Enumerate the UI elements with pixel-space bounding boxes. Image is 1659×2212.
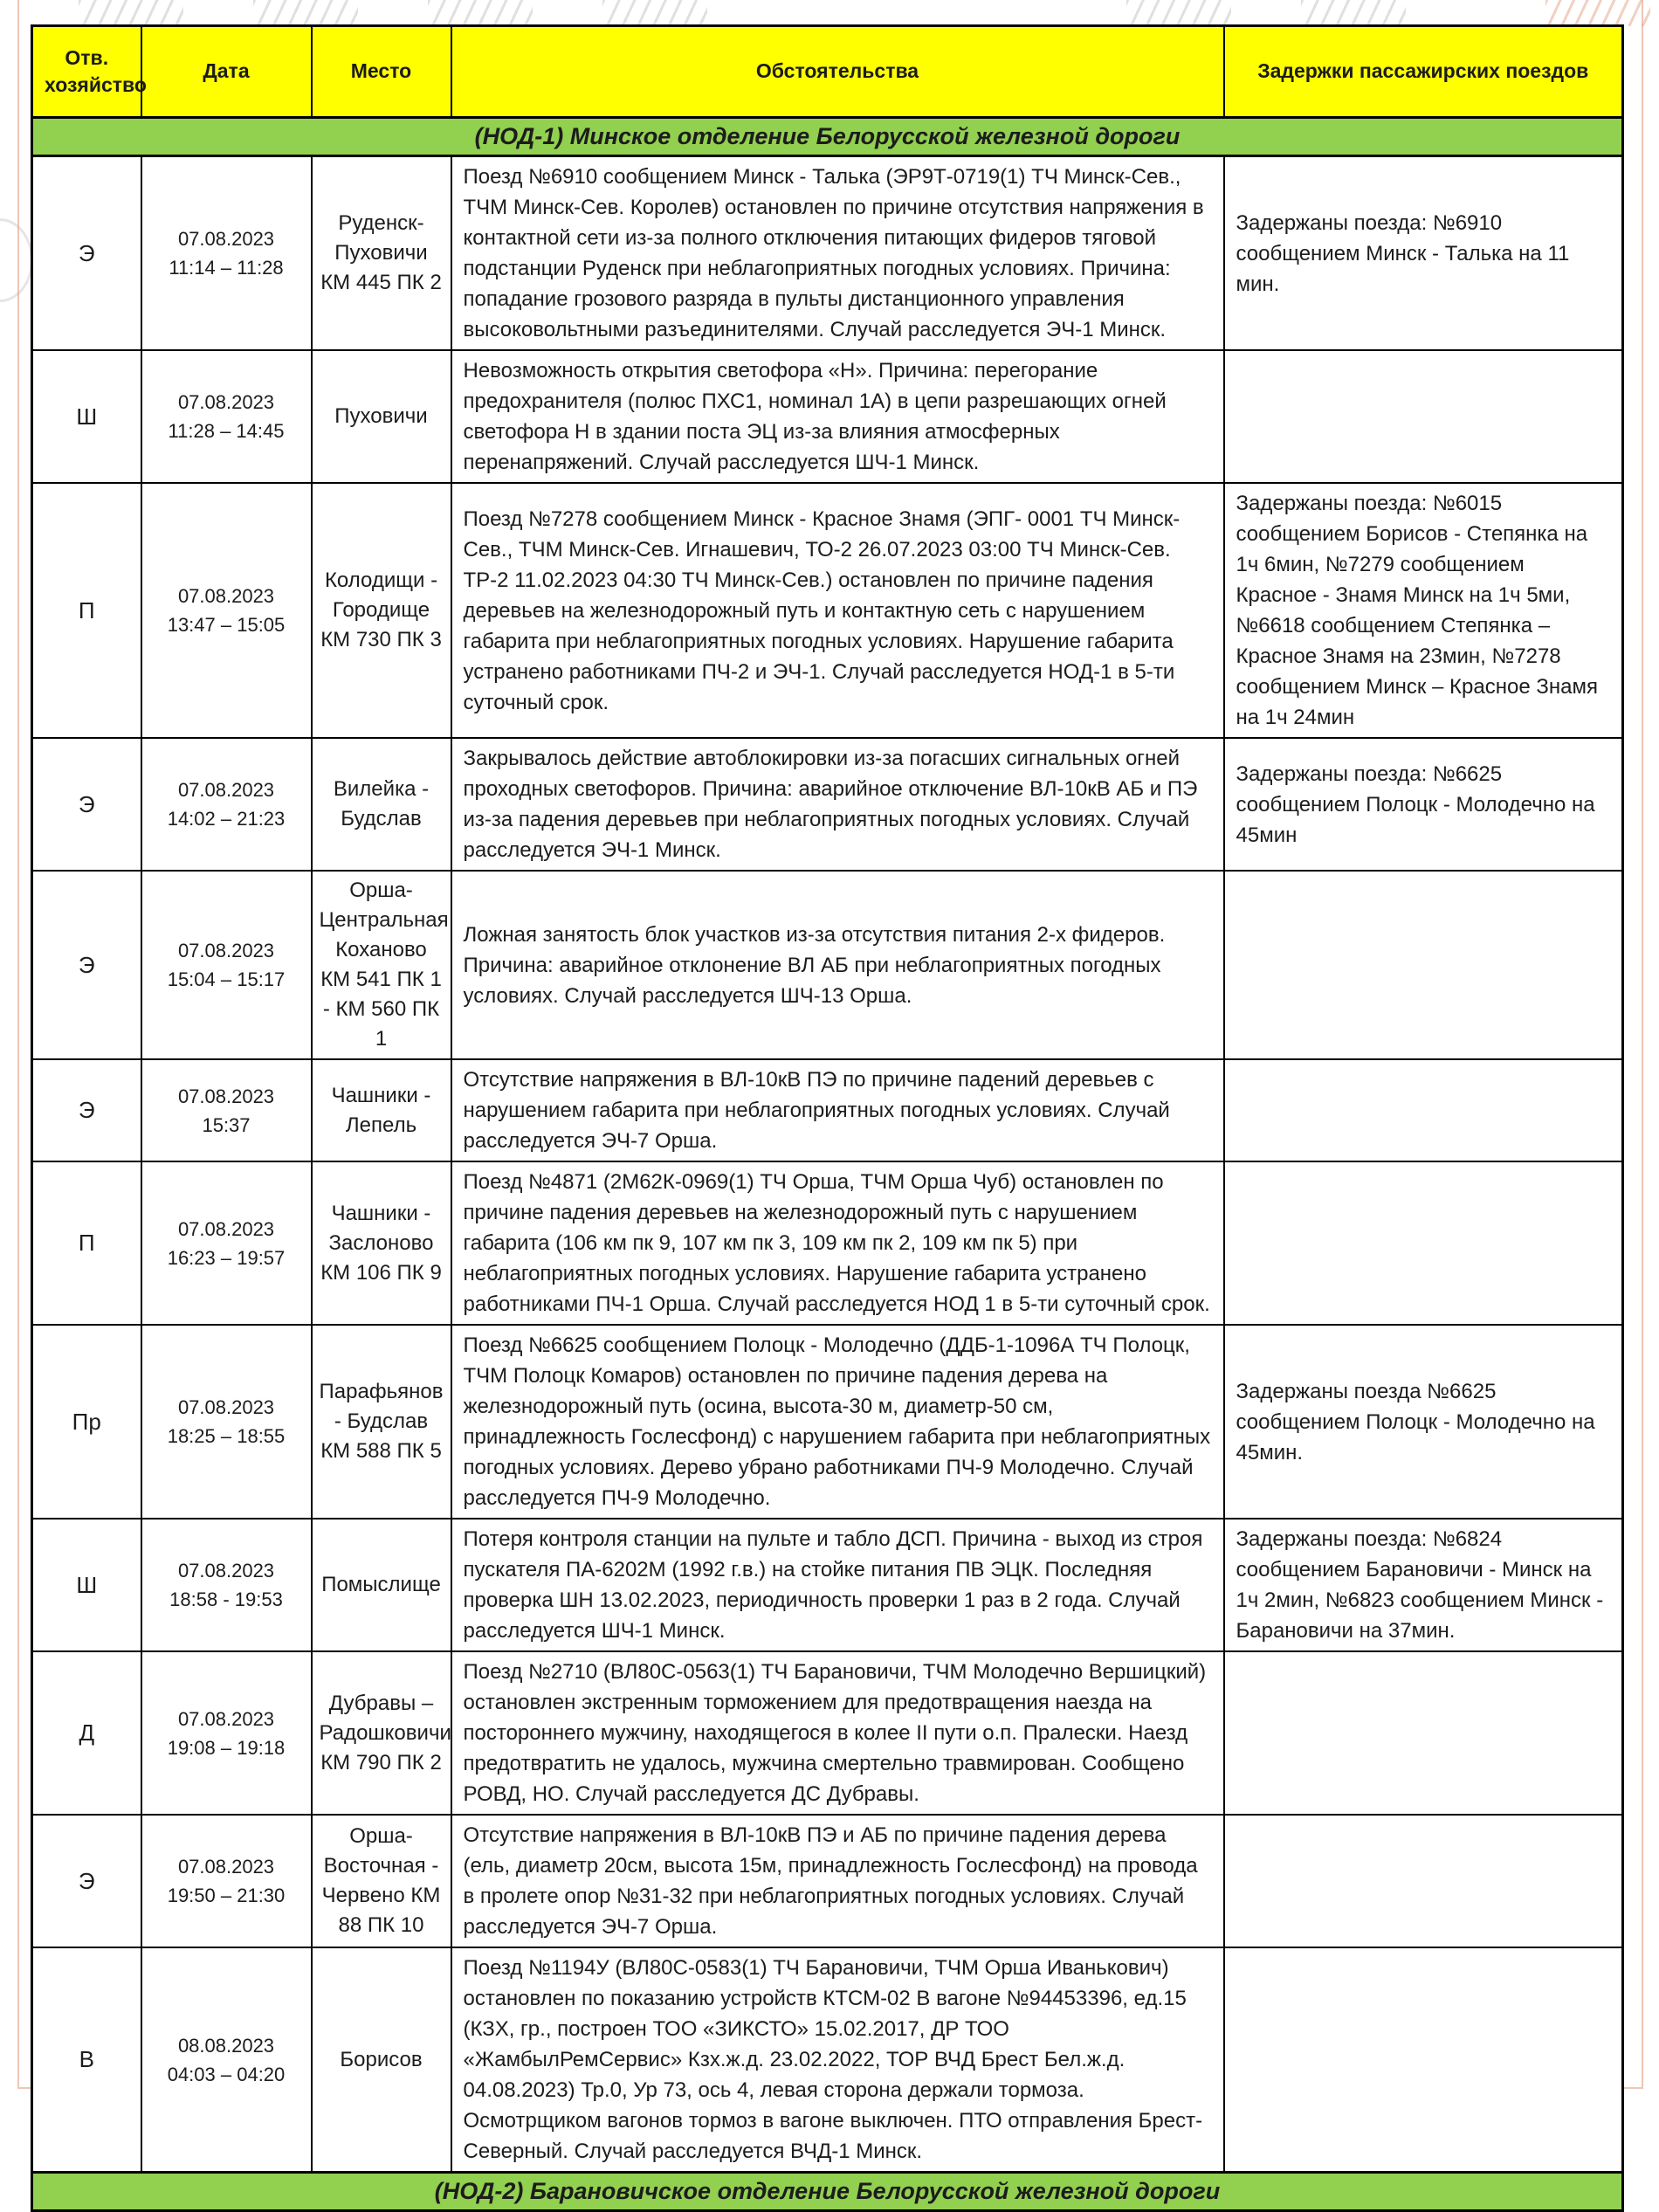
hatch-decoration xyxy=(428,0,533,26)
date-cell: 07.08.2023 18:58 - 19:53 xyxy=(141,1519,312,1651)
section-row xyxy=(32,118,1623,156)
dept-cell: Пр xyxy=(32,1325,141,1519)
delays-cell xyxy=(1224,1161,1623,1325)
dept-cell: Ш xyxy=(32,350,141,483)
table-row xyxy=(32,156,1623,351)
header-cell-delays: Задержки пассажирских поездов xyxy=(1224,26,1623,118)
dept-cell: Э xyxy=(32,738,141,871)
header-cell-circumstances: Обстоятельства xyxy=(451,26,1224,118)
circumstances-cell: Поезд №4871 (2М62К-0969(1) ТЧ Орша, ТЧМ Орша Чуб) остановлен по причине падения деревьев на железнодорожный путь с нарушением габарита (106 км пк 9, 107 км пк 3, 109 км пк 2, 109 км пк 5) при неблагоприятных погодных условиях. Нарушение габарита устранено работниками ПЧ-1 Орша. Случай расследуется НОД 1 в 5-ти суточный срок. xyxy=(451,1161,1224,1325)
date-cell: 07.08.2023 19:50 – 21:30 xyxy=(141,1815,312,1947)
section-title: (НОД-1) Минское отделение Белорусской железной дороги xyxy=(32,118,1623,156)
delays-cell: Задержаны поезда: №6625 сообщением Полоцк - Молодечно на 45мин xyxy=(1224,738,1623,871)
place-cell: Дубравы – Радошковичи КМ 790 ПК 2 xyxy=(312,1651,451,1815)
date-cell: 07.08.2023 13:47 – 15:05 xyxy=(141,483,312,738)
table-row xyxy=(32,871,1623,1059)
delays-cell xyxy=(1224,1947,1623,2173)
circumstances-cell: Закрывалось действие автоблокировки из-за погасших сигнальных огней проходных светофоров. Причина: аварийное отключение ВЛ-10кВ АБ и ПЭ из-за падения деревьев при неблагоприятных погодных условиях. Случай расследуется ЭЧ-1 Минск. xyxy=(451,738,1224,871)
hatch-decoration xyxy=(602,0,707,26)
hatch-decoration xyxy=(79,0,183,26)
section-row xyxy=(32,2173,1623,2211)
date-cell: 07.08.2023 11:14 – 11:28 xyxy=(141,156,312,351)
date-cell: 07.08.2023 15:37 xyxy=(141,1059,312,1161)
dept-cell: П xyxy=(32,483,141,738)
side-ornament xyxy=(0,218,33,302)
table-row xyxy=(32,1325,1623,1519)
place-cell: Чашники - Лепель xyxy=(312,1059,451,1161)
circumstances-cell: Отсутствие напряжения в ВЛ-10кВ ПЭ и АБ по причине падения дерева (ель, диаметр 20см, высота 15м, принадлежность Гослесфонд) на провода в пролете опор №31-32 при неблагоприятных погодных условиях. Случай расследуется ЭЧ-7 Орша. xyxy=(451,1815,1224,1947)
place-cell: Орша-Восточная - Червено КМ 88 ПК 10 xyxy=(312,1815,451,1947)
dept-cell: П xyxy=(32,1161,141,1325)
table-row xyxy=(32,483,1623,738)
circumstances-cell: Поезд №7278 сообщением Минск - Красное Знамя (ЭПГ- 0001 ТЧ Минск-Сев., ТЧМ Минск-Сев. Игнашевич, ТО-2 26.07.2023 03:00 ТЧ Минск-Сев. ТР-2 11.02.2023 04:30 ТЧ Минск-Сев.) остановлен по причине падения деревьев на железнодорожный путь и контактную сеть с нарушением габарита при неблагоприятных погодных условиях. Нарушение габарита устранено работниками ПЧ-2 и ЭЧ-1. Случай расследуется НОД-1 в 5-ти суточный срок. xyxy=(451,483,1224,738)
delays-cell: Задержаны поезда: №6015 сообщением Борисов - Степянка на 1ч 6мин, №7279 сообщением Красное - Знамя Минск на 1ч 5ми, №6618 сообщением Степянка – Красное Знамя на 23мин, №7278 сообщением Минск – Красное Знамя на 1ч 24мин xyxy=(1224,483,1623,738)
circumstances-cell: Невозможность открытия светофора «Н». Причина: перегорание предохранителя (полюс ПХС1, номинал 1А) в цепи разрешающих огней светофора Н в здании поста ЭЦ из-за влияния атмосферных перенапряжений. Случай расследуется ШЧ-1 Минск. xyxy=(451,350,1224,483)
dept-cell: Э xyxy=(32,156,141,351)
place-cell: Помыслище xyxy=(312,1519,451,1651)
dept-cell: Д xyxy=(32,1651,141,1815)
hatch-decoration xyxy=(253,0,358,26)
delays-cell xyxy=(1224,1059,1623,1161)
place-cell: Руденск-Пуховичи КМ 445 ПК 2 xyxy=(312,156,451,351)
table-row xyxy=(32,1815,1623,1947)
place-cell: Вилейка - Будслав xyxy=(312,738,451,871)
header-cell-place: Место xyxy=(312,26,451,118)
table-row xyxy=(32,1651,1623,1815)
circumstances-cell: Поезд №2710 (ВЛ80С-0563(1) ТЧ Барановичи, ТЧМ Молодечно Вершицкий) остановлен экстренным торможением для предотвращения наезда на постороннего мужчину, находящегося в колее II пути о.п. Пралески. Наезд предотвратить не удалось, мужчина смертельно травмирован. Сообщено РОВД, НО. Случай расследуется ДС Дубравы. xyxy=(451,1651,1224,1815)
date-cell: 07.08.2023 15:04 – 15:17 xyxy=(141,871,312,1059)
table-row xyxy=(32,350,1623,483)
delays-cell: Задержаны поезда: №6824 сообщением Барановичи - Минск на 1ч 2мин, №6823 сообщением Минск - Барановичи на 37мин. xyxy=(1224,1519,1623,1651)
circumstances-cell: Отсутствие напряжения в ВЛ-10кВ ПЭ по причине падений деревьев с нарушением габарита при неблагоприятных погодных условиях. Случай расследуется ЭЧ-7 Орша. xyxy=(451,1059,1224,1161)
circumstances-cell: Поезд №1194У (ВЛ80С-0583(1) ТЧ Барановичи, ТЧМ Орша Иванькович) остановлен по показанию устройств КТСМ-02 В вагоне №94453396, ед.15 (КЗХ, гр., построен ТОО «ЗИКСТО» 15.02.2017, ДР ТОО «ЖамбылРемСервис» Кзх.ж.д. 23.02.2022, ТОР ВЧД Брест Бел.ж.д. 04.08.2023) Тр.0, Ур 73, ось 4, левая сторона держали тормоза. Осмотрщиком вагонов тормоз в вагоне выключен. ПТО отправления Брест-Северный. Случай расследуется ВЧД-1 Минск. xyxy=(451,1947,1224,2173)
date-cell: 07.08.2023 16:23 – 19:57 xyxy=(141,1161,312,1325)
dept-cell: Э xyxy=(32,1059,141,1161)
table-row xyxy=(32,1947,1623,2173)
dept-cell: Э xyxy=(32,871,141,1059)
section-title: (НОД-2) Барановичское отделение Белорусской железной дороги xyxy=(32,2173,1623,2211)
delays-cell xyxy=(1224,871,1623,1059)
delays-cell xyxy=(1224,1815,1623,1947)
table-row xyxy=(32,1059,1623,1161)
dept-cell: В xyxy=(32,1947,141,2173)
date-cell: 07.08.2023 19:08 – 19:18 xyxy=(141,1651,312,1815)
place-cell: Орша-Центральная Коханово КМ 541 ПК 1 - КМ 560 ПК 1 xyxy=(312,871,451,1059)
delays-cell: Задержаны поезда: №6910 сообщением Минск - Талька на 11 мин. xyxy=(1224,156,1623,351)
delays-cell xyxy=(1224,350,1623,483)
table-row xyxy=(32,1161,1623,1325)
table-body xyxy=(32,118,1623,2211)
circumstances-cell: Поезд №6910 сообщением Минск - Талька (ЭР9Т-0719(1) ТЧ Минск-Сев., ТЧМ Минск-Сев. Королев) остановлен по причине отсутствия напряжения в контактной сети из-за полного отключения питающих фидеров тяговой подстанции Руденск при неблагоприятных погодных условиях. Причина: попадание грозового разряда в пульты дистанционного управления высоковольтными разъединителями. Случай расследуется ЭЧ-1 Минск. xyxy=(451,156,1224,351)
header-cell-responsible: Отв. хозяйство xyxy=(32,26,141,118)
hatch-decoration xyxy=(1545,0,1650,26)
circumstances-cell: Поезд №6625 сообщением Полоцк - Молодечно (ДДБ-1-1096А ТЧ Полоцк, ТЧМ Полоцк Комаров) остановлен по причине падения дерева на железнодорожный путь (осина, высота-30 м, диаметр-50 см, принадлежность Гослесфонд) с нарушением габарита при неблагоприятных погодных условиях. Дерево убрано работниками ПЧ-9 Молодечно. Случай расследуется ПЧ-9 Молодечно. xyxy=(451,1325,1224,1519)
hatch-decoration xyxy=(1126,0,1231,26)
delays-cell xyxy=(1224,1651,1623,1815)
header-row xyxy=(32,26,1623,118)
date-cell: 08.08.2023 04:03 – 04:20 xyxy=(141,1947,312,2173)
delays-cell: Задержаны поезда №6625 сообщением Полоцк - Молодечно на 45мин. xyxy=(1224,1325,1623,1519)
table-row xyxy=(32,738,1623,871)
dept-cell: Э xyxy=(32,1815,141,1947)
place-cell: Парафьянов - Будслав КМ 588 ПК 5 xyxy=(312,1325,451,1519)
circumstances-cell: Ложная занятость блок участков из-за отсутствия питания 2-х фидеров. Причина: аварийное отклонение ВЛ АБ при неблагоприятных погодных условиях. Случай расследуется ШЧ-13 Орша. xyxy=(451,871,1224,1059)
header-cell-date: Дата xyxy=(141,26,312,118)
place-cell: Пуховичи xyxy=(312,350,451,483)
table-row xyxy=(32,1519,1623,1651)
place-cell: Колодищи - Городище КМ 730 ПК 3 xyxy=(312,483,451,738)
dept-cell: Ш xyxy=(32,1519,141,1651)
place-cell: Борисов xyxy=(312,1947,451,2173)
date-cell: 07.08.2023 14:02 – 21:23 xyxy=(141,738,312,871)
circumstances-cell: Потеря контроля станции на пульте и табло ДСП. Причина - выход из строя пускателя ПА-6202М (1992 г.в.) на стойке питания ПВ ЭЦК. Последняя проверка ШН 13.02.2023, периодичность проверки 1 раз в 2 года. Случай расследуется ШЧ-1 Минск. xyxy=(451,1519,1224,1651)
date-cell: 07.08.2023 11:28 – 14:45 xyxy=(141,350,312,483)
date-cell: 07.08.2023 18:25 – 18:55 xyxy=(141,1325,312,1519)
incident-table xyxy=(31,24,1624,2212)
place-cell: Чашники - Заслоново КМ 106 ПК 9 xyxy=(312,1161,451,1325)
hatch-decoration xyxy=(1301,0,1406,26)
